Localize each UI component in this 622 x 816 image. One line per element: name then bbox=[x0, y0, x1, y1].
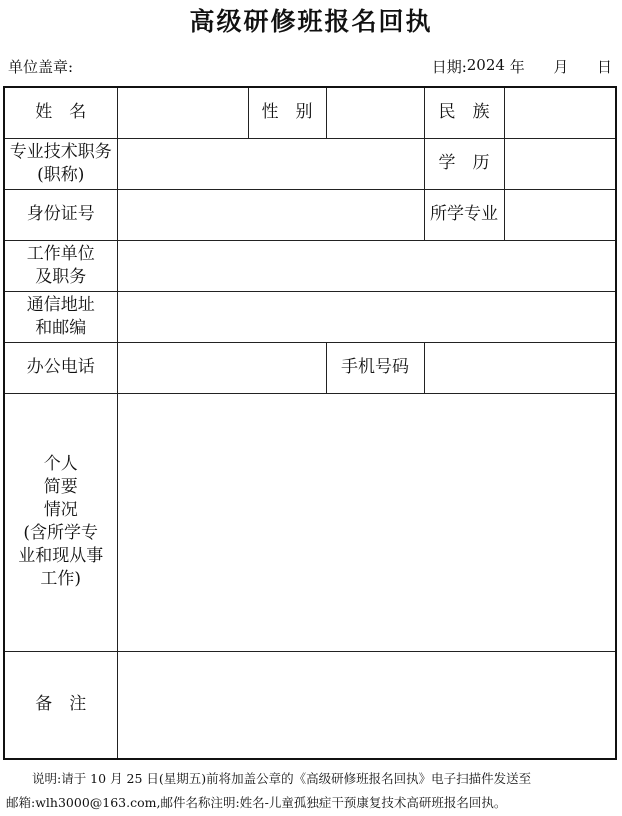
year-unit: 年 bbox=[509, 58, 525, 76]
address-label-line2: 和邮编 bbox=[35, 317, 87, 338]
gender-field[interactable] bbox=[326, 87, 424, 138]
date-year: 2024 bbox=[466, 56, 505, 74]
instructions-line-1: 说明:请于 10 月 25 日(星期五)前将加盖公章的《高级研修班报名回执》电子扫描件发送至 bbox=[32, 771, 532, 786]
instructions-note bbox=[6, 767, 616, 815]
form-title: 高级研修班报名回执 bbox=[189, 7, 433, 36]
address-field[interactable] bbox=[117, 291, 616, 342]
mobile-label: 手机号码 bbox=[326, 342, 424, 393]
profile-field[interactable] bbox=[117, 393, 616, 651]
seal-label: 单位盖章: bbox=[8, 58, 74, 76]
workplace-label-line1: 工作单位 bbox=[26, 243, 95, 264]
professional-title-label-line2: (职称) bbox=[37, 164, 85, 185]
gender-label: 性 别 bbox=[248, 87, 326, 138]
major-label: 所学专业 bbox=[424, 189, 504, 240]
mobile-field[interactable] bbox=[424, 342, 616, 393]
address-label bbox=[4, 291, 117, 342]
name-label: 姓 名 bbox=[4, 87, 117, 138]
professional-title-label-line1: 专业技术职务 bbox=[9, 141, 112, 162]
profile-label: 个人 简要 情况 (含所学专 业和现从事 工作) bbox=[4, 393, 117, 651]
office-phone-label: 办公电话 bbox=[4, 342, 117, 393]
workplace-label bbox=[4, 240, 117, 291]
id-number-label: 身份证号 bbox=[4, 189, 117, 240]
month-unit: 月 bbox=[553, 58, 569, 76]
workplace-label-line2: 及职务 bbox=[35, 266, 87, 287]
date-line bbox=[432, 56, 612, 77]
registration-form-table bbox=[3, 86, 617, 760]
date-label: 日期: bbox=[431, 58, 467, 76]
major-field[interactable] bbox=[504, 189, 616, 240]
professional-title-field[interactable] bbox=[117, 138, 424, 189]
instructions-line-2: 邮箱:wlh3000@163.com,邮件名称注明:姓名-儿童孤独症干预康复技术高研班报名回执。 bbox=[6, 795, 507, 810]
address-label-line1: 通信地址 bbox=[26, 294, 95, 315]
day-unit: 日 bbox=[596, 58, 612, 76]
id-number-field[interactable] bbox=[117, 189, 424, 240]
education-label: 学 历 bbox=[424, 138, 504, 189]
professional-title-label bbox=[4, 138, 117, 189]
name-field[interactable] bbox=[117, 87, 248, 138]
workplace-field[interactable] bbox=[117, 240, 616, 291]
ethnicity-field[interactable] bbox=[504, 87, 616, 138]
office-phone-field[interactable] bbox=[117, 342, 326, 393]
remarks-field[interactable] bbox=[117, 651, 616, 759]
remarks-label: 备 注 bbox=[4, 651, 117, 759]
education-field[interactable] bbox=[504, 138, 616, 189]
ethnicity-label: 民 族 bbox=[424, 87, 504, 138]
